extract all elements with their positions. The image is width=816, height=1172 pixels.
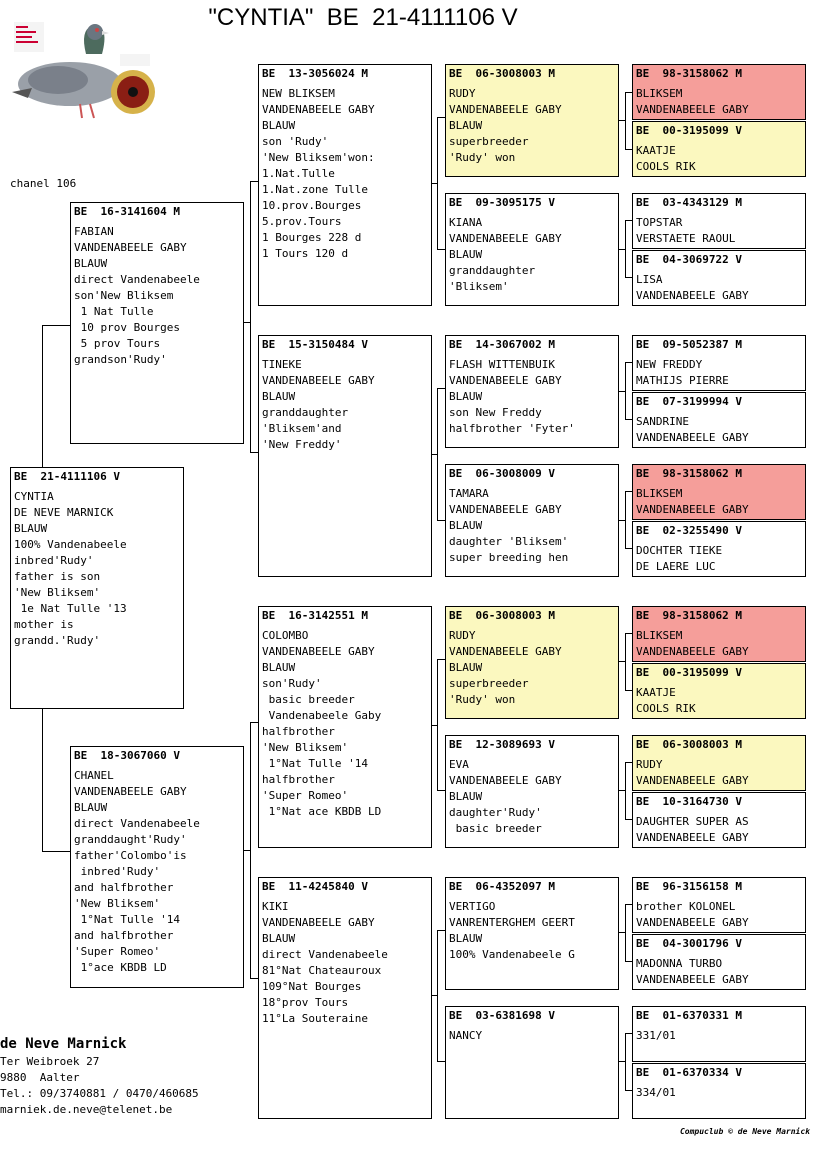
card-line: halfbrother bbox=[262, 725, 335, 738]
breeder-name: de Neve Marnick bbox=[0, 1036, 127, 1052]
ring-number: BE 98-3158062 M bbox=[636, 609, 742, 622]
pigeon-logo-icon bbox=[10, 14, 160, 128]
card-line: VANDENABEELE GABY bbox=[449, 645, 562, 658]
ring-number: BE 03-6381698 V bbox=[449, 1009, 555, 1022]
ring-number: BE 18-3067060 V bbox=[74, 749, 180, 762]
card-line: basic breeder bbox=[262, 693, 355, 706]
connector bbox=[250, 181, 258, 182]
card-line: NANCY bbox=[449, 1029, 483, 1042]
connector bbox=[42, 325, 70, 326]
breeder-contact bbox=[0, 1034, 199, 1118]
card-line: direct Vandenabeele bbox=[74, 817, 200, 830]
card-line: DE LAERE LUC bbox=[636, 560, 716, 573]
card-line: COLOMBO bbox=[262, 629, 309, 642]
card-line: BLAUW bbox=[14, 522, 48, 535]
card-line: 10 prov Bourges bbox=[74, 321, 180, 334]
ring-number: BE 06-4352097 M bbox=[449, 880, 555, 893]
card-line: VANDENABEELE GABY bbox=[449, 503, 562, 516]
card-line: inbred'Rudy' bbox=[14, 554, 94, 567]
pedigree-card-subject[interactable] bbox=[10, 467, 184, 709]
card-line: VANDENABEELE GABY bbox=[449, 374, 562, 387]
connector bbox=[243, 322, 251, 323]
pedigree-card-great-grandparent[interactable] bbox=[445, 64, 619, 177]
card-line: TAMARA bbox=[449, 487, 489, 500]
card-line: 'Super Romeo' bbox=[262, 789, 349, 802]
pedigree-card-great-great-grandparent[interactable] bbox=[632, 193, 806, 249]
card-line: BLAUW bbox=[74, 257, 108, 270]
card-line: RUDY bbox=[449, 87, 476, 100]
ring-number: BE 06-3008009 V bbox=[449, 467, 555, 480]
ring-number: BE 06-3008003 M bbox=[449, 609, 555, 622]
connector bbox=[437, 388, 445, 389]
card-line: VANDENABEELE GABY bbox=[449, 774, 562, 787]
card-line: RUDY bbox=[636, 758, 663, 771]
card-line: granddaughter bbox=[449, 264, 536, 277]
card-line: VANDENABEELE GABY bbox=[636, 973, 749, 986]
connector bbox=[618, 790, 626, 791]
card-line: CHANEL bbox=[74, 769, 114, 782]
ring-number: BE 02-3255490 V bbox=[636, 524, 742, 537]
card-line: MATHIJS PIERRE bbox=[636, 374, 729, 387]
card-line: 'New Bliksem' bbox=[14, 586, 101, 599]
breeder-phone: Tel.: 09/3740881 / 0470/460685 bbox=[0, 1087, 199, 1100]
card-line: FLASH WITTENBUIK bbox=[449, 358, 555, 371]
ring-number: BE 03-4343129 M bbox=[636, 196, 742, 209]
pedigree-card-dam[interactable] bbox=[70, 746, 244, 988]
card-line: 100% Vandenabeele G bbox=[449, 948, 575, 961]
pedigree-card-great-grandparent[interactable] bbox=[445, 335, 619, 448]
ring-number: BE 07-3199994 V bbox=[636, 395, 742, 408]
card-line: VANRENTERGHEM GEERT bbox=[449, 916, 575, 929]
card-line: VANDENABEELE GABY bbox=[636, 916, 749, 929]
card-line: VANDENABEELE GABY bbox=[262, 645, 375, 658]
card-line: COOLS RIK bbox=[636, 702, 696, 715]
pedigree-card-grandparent[interactable] bbox=[258, 877, 432, 1119]
card-line: KAATJE bbox=[636, 144, 676, 157]
card-line: halfbrother bbox=[262, 773, 335, 786]
card-line: 'Bliksem'and bbox=[262, 422, 342, 435]
card-line: KIANA bbox=[449, 216, 483, 229]
connector bbox=[618, 249, 626, 250]
card-line: VANDENABEELE GABY bbox=[449, 103, 562, 116]
card-line: VANDENABEELE GABY bbox=[636, 431, 749, 444]
card-line: 'New Bliksem' bbox=[74, 897, 161, 910]
card-line: VANDENABEELE GABY bbox=[636, 645, 749, 658]
ring-number: BE 00-3195099 V bbox=[636, 124, 742, 137]
card-line: 334/01 bbox=[636, 1086, 676, 1099]
card-line: 'Rudy' won bbox=[449, 693, 516, 706]
card-line: 1e Nat Tulle '13 bbox=[14, 602, 127, 615]
card-line: DOCHTER TIEKE bbox=[636, 544, 723, 557]
connector bbox=[431, 183, 438, 184]
card-line: FABIAN bbox=[74, 225, 114, 238]
connector bbox=[437, 249, 445, 250]
card-line: and halfbrother bbox=[74, 881, 174, 894]
card-line: KAATJE bbox=[636, 686, 676, 699]
ring-number: BE 10-3164730 V bbox=[636, 795, 742, 808]
connector bbox=[431, 995, 438, 996]
card-line: superbreeder bbox=[449, 135, 529, 148]
card-line: 'New Bliksem' bbox=[262, 741, 349, 754]
card-line: DE NEVE MARNICK bbox=[14, 506, 114, 519]
ring-number: BE 04-3069722 V bbox=[636, 253, 742, 266]
pedigree-card-great-great-grandparent[interactable] bbox=[632, 335, 806, 391]
card-line: 1.Nat.zone Tulle bbox=[262, 183, 368, 196]
connector bbox=[250, 978, 258, 979]
card-line: MADONNA TURBO bbox=[636, 957, 723, 970]
pedigree-card-great-grandparent[interactable] bbox=[445, 1006, 619, 1119]
pedigree-card-great-great-grandparent[interactable] bbox=[632, 735, 806, 791]
ring-number: BE 04-3001796 V bbox=[636, 937, 742, 950]
connector bbox=[618, 120, 626, 121]
card-line: BLAUW bbox=[449, 390, 483, 403]
copyright-footer: Compuclub © de Neve Marnick bbox=[679, 1127, 810, 1136]
card-line: KIKI bbox=[262, 900, 289, 913]
card-line: 5.prov.Tours bbox=[262, 215, 342, 228]
card-line: COOLS RIK bbox=[636, 160, 696, 173]
ring-number: BE 01-6370334 V bbox=[636, 1066, 742, 1079]
card-line: direct Vandenabeele bbox=[74, 273, 200, 286]
card-line: inbred'Rudy' bbox=[74, 865, 161, 878]
pedigree-card-great-great-grandparent[interactable] bbox=[632, 1006, 806, 1062]
connector bbox=[618, 932, 626, 933]
pedigree-card-great-grandparent[interactable] bbox=[445, 735, 619, 848]
card-line: BLIKSEM bbox=[636, 629, 683, 642]
card-line: VERTIGO bbox=[449, 900, 496, 913]
breeder-address: Ter Weibroek 27 bbox=[0, 1055, 100, 1068]
card-line: 81°Nat Chateauroux bbox=[262, 964, 382, 977]
card-line: Vandenabeele Gaby bbox=[262, 709, 382, 722]
card-line: superbreeder bbox=[449, 677, 529, 690]
connector bbox=[250, 181, 251, 452]
card-line: CYNTIA bbox=[14, 490, 54, 503]
pedigree-card-sire[interactable] bbox=[70, 202, 244, 444]
card-line: 1 Bourges 228 d bbox=[262, 231, 362, 244]
connector bbox=[431, 454, 438, 455]
card-line: VANDENABEELE GABY bbox=[262, 916, 375, 929]
ring-number: BE 11-4245840 V bbox=[262, 880, 368, 893]
pedigree-card-great-great-grandparent[interactable] bbox=[632, 792, 806, 848]
card-line: VANDENABEELE GABY bbox=[449, 232, 562, 245]
card-line: father'Colombo'is bbox=[74, 849, 187, 862]
card-line: son New Freddy bbox=[449, 406, 542, 419]
connector bbox=[250, 452, 258, 453]
card-line: RUDY bbox=[449, 629, 476, 642]
card-line: 100% Vandenabeele bbox=[14, 538, 127, 551]
card-line: 109°Nat Bourges bbox=[262, 980, 362, 993]
card-line: VANDENABEELE GABY bbox=[636, 289, 749, 302]
card-line: 18°prov Tours bbox=[262, 996, 349, 1009]
connector bbox=[618, 661, 626, 662]
card-line: BLAUW bbox=[449, 661, 483, 674]
card-line: daughter 'Bliksem' bbox=[449, 535, 569, 548]
card-line: 1 Nat Tulle bbox=[74, 305, 154, 318]
pedigree-card-great-great-grandparent[interactable] bbox=[632, 877, 806, 933]
ring-number: BE 06-3008003 M bbox=[449, 67, 555, 80]
card-line: halfbrother 'Fyter' bbox=[449, 422, 575, 435]
ring-number: BE 98-3158062 M bbox=[636, 67, 742, 80]
connector bbox=[618, 520, 626, 521]
connector bbox=[431, 725, 438, 726]
card-line: TOPSTAR bbox=[636, 216, 683, 229]
pedigree-card-great-great-grandparent[interactable] bbox=[632, 1063, 806, 1119]
pedigree-card-great-grandparent[interactable] bbox=[445, 877, 619, 990]
card-line: BLIKSEM bbox=[636, 87, 683, 100]
connector bbox=[618, 1061, 626, 1062]
card-line: BLAUW bbox=[449, 119, 483, 132]
card-line: TINEKE bbox=[262, 358, 302, 371]
card-line: DAUGHTER SUPER AS bbox=[636, 815, 749, 828]
card-line: 10.prov.Bourges bbox=[262, 199, 362, 212]
card-line: mother is bbox=[14, 618, 74, 631]
ring-number: BE 15-3150484 V bbox=[262, 338, 368, 351]
connector bbox=[42, 709, 43, 851]
ring-number: BE 13-3056024 M bbox=[262, 67, 368, 80]
card-line: VANDENABEELE GABY bbox=[636, 831, 749, 844]
card-line: VANDENABEELE GABY bbox=[262, 103, 375, 116]
card-line: son'Rudy' bbox=[262, 677, 322, 690]
connector bbox=[618, 391, 626, 392]
pedigree-card-grandparent[interactable] bbox=[258, 606, 432, 848]
card-line: VANDENABEELE GABY bbox=[636, 503, 749, 516]
pedigree-card-great-great-grandparent[interactable] bbox=[632, 121, 806, 177]
card-line: VANDENABEELE GABY bbox=[262, 374, 375, 387]
ring-number: BE 14-3067002 M bbox=[449, 338, 555, 351]
card-line: VANDENABEELE GABY bbox=[74, 785, 187, 798]
card-line: basic breeder bbox=[449, 822, 542, 835]
connector bbox=[42, 325, 43, 468]
pedigree-card-great-great-grandparent[interactable] bbox=[632, 934, 806, 990]
connector bbox=[243, 850, 251, 851]
ring-number: BE 09-5052387 M bbox=[636, 338, 742, 351]
card-line: BLAUW bbox=[262, 390, 296, 403]
card-line: daughter'Rudy' bbox=[449, 806, 542, 819]
card-line: 1°Nat Tulle '14 bbox=[74, 913, 180, 926]
connector bbox=[437, 659, 445, 660]
connector bbox=[437, 930, 445, 931]
card-line: direct Vandenabeele bbox=[262, 948, 388, 961]
card-line: 'Rudy' won bbox=[449, 151, 516, 164]
pedigree-card-great-great-grandparent[interactable] bbox=[632, 64, 806, 120]
channel-label: chanel 106 bbox=[10, 177, 77, 190]
card-line: BLAUW bbox=[74, 801, 108, 814]
card-line: VANDENABEELE GABY bbox=[74, 241, 187, 254]
pedigree-card-great-grandparent[interactable] bbox=[445, 606, 619, 719]
card-line: granddaughter bbox=[262, 406, 349, 419]
card-line: 'Bliksem' bbox=[449, 280, 509, 293]
breeder-city: 9880 Aalter bbox=[0, 1071, 80, 1084]
card-line: BLAUW bbox=[262, 932, 296, 945]
card-line: son 'Rudy' bbox=[262, 135, 329, 148]
pedigree-card-great-great-grandparent[interactable] bbox=[632, 250, 806, 306]
connector bbox=[437, 790, 445, 791]
pedigree-card-great-grandparent[interactable] bbox=[445, 193, 619, 306]
card-line: VANDENABEELE GABY bbox=[636, 774, 749, 787]
connector bbox=[437, 1061, 445, 1062]
pedigree-card-great-grandparent[interactable] bbox=[445, 464, 619, 577]
pedigree-card-great-great-grandparent[interactable] bbox=[632, 464, 806, 520]
card-line: 1°Nat ace KBDB LD bbox=[262, 805, 382, 818]
ring-number: BE 98-3158062 M bbox=[636, 467, 742, 480]
card-line: 1 Tours 120 d bbox=[262, 247, 349, 260]
card-line: son'New Bliksem bbox=[74, 289, 174, 302]
pedigree-title: "CYNTIA" BE 21-4111106 V bbox=[208, 4, 518, 31]
card-line: BLAUW bbox=[262, 661, 296, 674]
ring-number: BE 96-3156158 M bbox=[636, 880, 742, 893]
card-line: BLAUW bbox=[449, 932, 483, 945]
ring-number: BE 06-3008003 M bbox=[636, 738, 742, 751]
card-line: father is son bbox=[14, 570, 101, 583]
card-line: 11°La Souteraine bbox=[262, 1012, 368, 1025]
card-line: VERSTAETE RAOUL bbox=[636, 232, 736, 245]
card-line: BLAUW bbox=[449, 519, 483, 532]
connector bbox=[250, 722, 258, 723]
connector bbox=[437, 117, 445, 118]
connector bbox=[42, 851, 70, 852]
ring-number: BE 16-3142551 M bbox=[262, 609, 368, 622]
card-line: 5 prov Tours bbox=[74, 337, 161, 350]
pedigree-card-grandparent[interactable] bbox=[258, 64, 432, 306]
ring-number: BE 01-6370331 M bbox=[636, 1009, 742, 1022]
card-line: 1.Nat.Tulle bbox=[262, 167, 335, 180]
card-line: 331/01 bbox=[636, 1029, 676, 1042]
card-line: grandson'Rudy' bbox=[74, 353, 167, 366]
card-line: BLAUW bbox=[449, 790, 483, 803]
pedigree-card-great-great-grandparent[interactable] bbox=[632, 392, 806, 448]
card-line: and halfbrother bbox=[74, 929, 174, 942]
card-line: 1°Nat Tulle '14 bbox=[262, 757, 368, 770]
card-line: EVA bbox=[449, 758, 469, 771]
card-line: LISA bbox=[636, 273, 663, 286]
card-line: 1°ace KBDB LD bbox=[74, 961, 167, 974]
card-line: NEW FREDDY bbox=[636, 358, 703, 371]
card-line: BLIKSEM bbox=[636, 487, 683, 500]
card-line: BLAUW bbox=[262, 119, 296, 132]
ring-number: BE 21-4111106 V bbox=[14, 470, 120, 483]
pedigree-card-great-great-grandparent[interactable] bbox=[632, 663, 806, 719]
connector bbox=[437, 520, 445, 521]
pedigree-card-grandparent[interactable] bbox=[258, 335, 432, 577]
card-line: granddaught'Rudy' bbox=[74, 833, 187, 846]
card-line: SANDRINE bbox=[636, 415, 689, 428]
card-line: 'Super Romeo' bbox=[74, 945, 161, 958]
card-line: VANDENABEELE GABY bbox=[636, 103, 749, 116]
card-line: BLAUW bbox=[449, 248, 483, 261]
pedigree-card-great-great-grandparent[interactable] bbox=[632, 521, 806, 577]
ring-number: BE 12-3089693 V bbox=[449, 738, 555, 751]
pedigree-card-great-great-grandparent[interactable] bbox=[632, 606, 806, 662]
card-line: grandd.'Rudy' bbox=[14, 634, 101, 647]
ring-number: BE 09-3095175 V bbox=[449, 196, 555, 209]
card-line: NEW BLIKSEM bbox=[262, 87, 335, 100]
breeder-email[interactable]: marniek.de.neve@telenet.be bbox=[0, 1103, 173, 1116]
card-line: brother KOLONEL bbox=[636, 900, 736, 913]
card-line: super breeding hen bbox=[449, 551, 569, 564]
ring-number: BE 00-3195099 V bbox=[636, 666, 742, 679]
ring-number: BE 16-3141604 M bbox=[74, 205, 180, 218]
card-line: 'New Freddy' bbox=[262, 438, 342, 451]
card-line: 'New Bliksem'won: bbox=[262, 151, 375, 164]
